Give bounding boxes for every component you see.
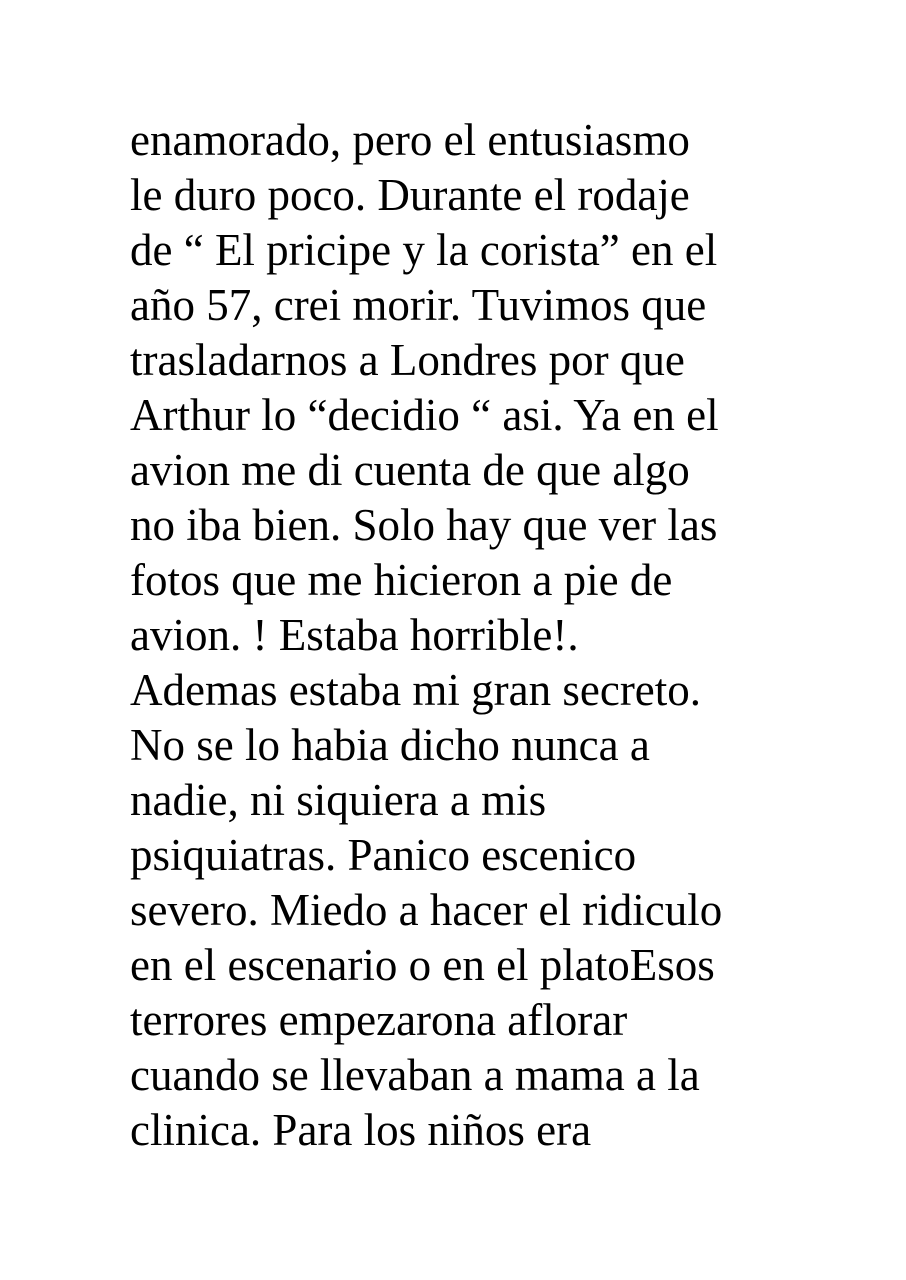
text-line: terrores empezarona aflorar	[130, 995, 628, 1045]
text-line: psiquiatras. Panico escenico	[130, 830, 637, 880]
document-body	[130, 113, 850, 1158]
text-line: No se lo habia dicho nunca a	[130, 720, 650, 770]
text-line: de “ El pricipe y la corista” en el	[130, 225, 718, 275]
text-line: avion. ! Estaba horrible!.	[130, 610, 579, 660]
text-line: Arthur lo “decidio “ asi. Ya en el	[130, 390, 719, 440]
text-line: nadie, ni siquiera a mis	[130, 775, 547, 825]
text-line: no iba bien. Solo hay que ver las	[130, 500, 718, 550]
text-line: fotos que me hicieron a pie de	[130, 555, 673, 605]
text-line: Ademas estaba mi gran secreto.	[130, 665, 702, 715]
text-line: avion me di cuenta de que algo	[130, 445, 690, 495]
text-line: clinica. Para los niños era	[130, 1105, 592, 1155]
text-line: cuando se llevaban a mama a la	[130, 1050, 700, 1100]
text-line: severo. Miedo a hacer el ridiculo	[130, 885, 723, 935]
text-line: enamorado, pero el entusiasmo	[130, 115, 690, 165]
text-line: en el escenario o en el platoEsos	[130, 940, 715, 990]
text-line: le duro poco. Durante el rodaje	[130, 170, 690, 220]
text-line: año 57, crei morir. Tuvimos que	[130, 280, 707, 330]
text-line: trasladarnos a Londres por que	[130, 335, 685, 385]
